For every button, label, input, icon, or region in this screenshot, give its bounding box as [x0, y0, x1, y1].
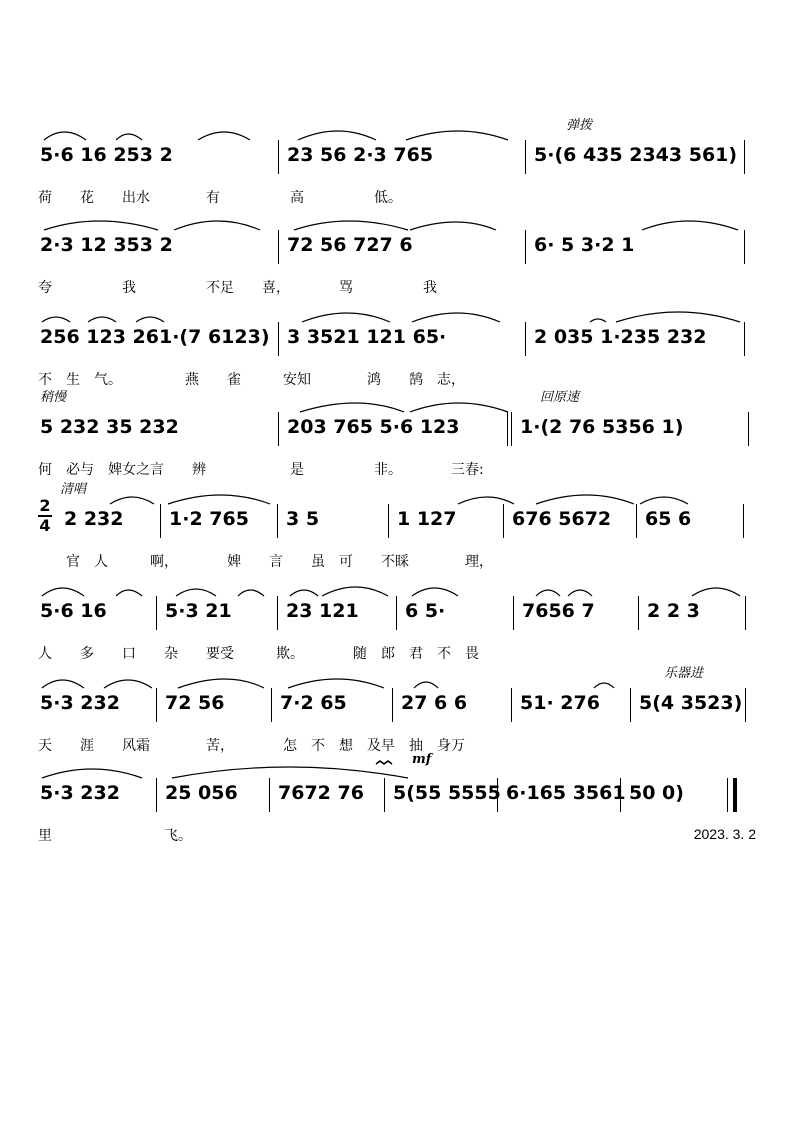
barline [620, 778, 621, 812]
barline [160, 504, 161, 538]
notes-row [38, 230, 751, 260]
barline [271, 688, 272, 722]
barline [277, 596, 278, 630]
measure: 5·3 21 [165, 600, 232, 622]
performance-marking: 清唱 [60, 482, 87, 497]
time-signature [38, 498, 52, 534]
dynamic-marking: mf [412, 752, 432, 767]
notes-row [38, 412, 755, 442]
measure: 676 5672 [512, 508, 612, 530]
barline [638, 596, 639, 630]
tempo-marking-restore: 回原速 [540, 390, 580, 405]
notes-row [38, 140, 751, 170]
lyrics-line: 不 生 气。 燕 雀 安知 鸿 鹄 志， [38, 372, 465, 388]
barline [745, 596, 746, 630]
barline [278, 412, 279, 446]
barline [525, 140, 526, 174]
measure: 6 5· [405, 600, 446, 622]
barline [278, 230, 279, 264]
barline [156, 596, 157, 630]
notes-row [38, 778, 743, 808]
notes-row [38, 322, 751, 352]
measure: 51· 276 [520, 692, 600, 714]
measure: 6·165 3561 [506, 782, 626, 804]
measure: 3 3521 121 65· [287, 326, 447, 348]
barline [392, 688, 393, 722]
measure: 5 232 35 232 [40, 416, 179, 438]
measure: 6· 5 3·2 1 [534, 234, 635, 256]
date-stamp: 2023. 3. 2 [693, 826, 756, 842]
tempo-marking-slow: 稍慢 [40, 390, 67, 405]
measure: 2 035 1·235 232 [534, 326, 707, 348]
barline [277, 504, 278, 538]
measure: 25 056 [165, 782, 238, 804]
measure: 7·2 65 [280, 692, 347, 714]
measure: 7672 76 [278, 782, 364, 804]
barline [278, 322, 279, 356]
measure: 23 56 2·3 765 [287, 144, 434, 166]
measure: 5(55 5555 [393, 782, 501, 804]
barline [384, 778, 385, 812]
notes-row [38, 596, 752, 626]
barline [744, 322, 745, 356]
notes-row [62, 504, 750, 534]
barline [525, 322, 526, 356]
barline [156, 688, 157, 722]
barline [388, 504, 389, 538]
lyrics-line: 天 涯 风霜 苦， 怎 不 想 及早 抽 身万 [38, 738, 465, 754]
measure: 5·6 16 253 2 [40, 144, 173, 166]
barline [278, 140, 279, 174]
instruments-enter-marking: 乐器进 [664, 666, 704, 681]
measure: 2·3 12 353 2 [40, 234, 173, 256]
barline [396, 596, 397, 630]
barline [630, 688, 631, 722]
measure: 1 127 [397, 508, 457, 530]
barline [497, 778, 498, 812]
performance-marking: 弹拨 [566, 118, 593, 133]
measure: 50 0) [629, 782, 684, 804]
lyrics-line: 何 必与 婢女之言 辨 是 非。 三春: [38, 462, 484, 478]
lyrics-line: 里 飞。 [38, 828, 192, 844]
measure: 1·(2 76 5356 1) [520, 416, 684, 438]
barline [525, 230, 526, 264]
measure: 72 56 727 6 [287, 234, 413, 256]
barline [744, 230, 745, 264]
double-barline [507, 412, 512, 446]
measure: 5·3 232 [40, 782, 120, 804]
barline [503, 504, 504, 538]
lyrics-line: 夸 我 不足 喜， 骂 我 [38, 280, 437, 296]
barline [513, 596, 514, 630]
measure: 65 6 [645, 508, 692, 530]
time-signature-top: 2 [39, 496, 51, 515]
measure: 2 232 [64, 508, 124, 530]
measure: 72 56 [165, 692, 225, 714]
lyrics-line: 荷 花 出水 有 高 低。 [38, 190, 402, 206]
barline [745, 688, 746, 722]
measure: 23 121 [286, 600, 359, 622]
measure: 3 5 [286, 508, 320, 530]
measure: 2 2 3 [647, 600, 700, 622]
measure: 5(4 3523) [639, 692, 743, 714]
notes-row [38, 688, 752, 718]
measure: 256 123 261·(7 6123) [40, 326, 270, 348]
barline [511, 688, 512, 722]
measure: 203 765 5·6 123 [287, 416, 460, 438]
measure: 5·6 16 [40, 600, 107, 622]
measure: 1·2 765 [169, 508, 249, 530]
barline [744, 140, 745, 174]
measure: 7656 7 [522, 600, 595, 622]
barline [636, 504, 637, 538]
lyrics-line: 人 多 口 杂 要受 欺。 随 郎 君 不 畏 [38, 646, 479, 662]
lyrics-line: 官 人 啊， 婢 言 虽 可 不睬 理， [38, 554, 493, 570]
barline [743, 504, 744, 538]
measure: 5·3 232 [40, 692, 120, 714]
final-barline [727, 778, 737, 812]
barline [156, 778, 157, 812]
barline [269, 778, 270, 812]
measure: 5·(6 435 2343 561) [534, 144, 738, 166]
measure: 27 6 6 [401, 692, 468, 714]
time-signature-bottom: 4 [39, 516, 51, 535]
barline [748, 412, 749, 446]
